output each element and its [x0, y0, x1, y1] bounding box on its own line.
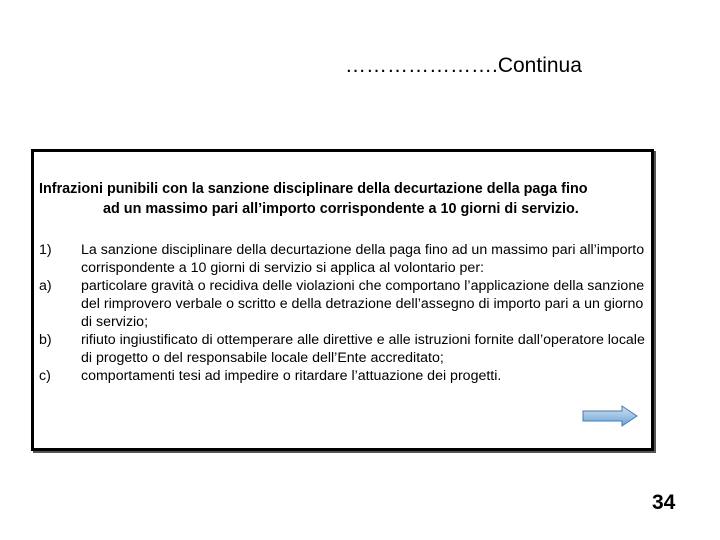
infractions-list	[39, 241, 654, 385]
list-text: rifiuto ingiustificato di ottemperare alle direttive e alle istruzioni fornite dall’operatore locale di progetto o del responsabile locale dell’Ente accreditato;	[81, 332, 645, 366]
list-text: La sanzione disciplinare della decurtazione della paga fino ad un massimo pari all’importo corrispondente a 10 giorni di servizio si applica al volontario per:	[81, 242, 645, 276]
list-item	[39, 331, 654, 367]
list-marker: 1)	[39, 242, 52, 258]
heading-line-1: Infrazioni punibili con la sanzione disciplinare della decurtazione della paga fino	[39, 181, 588, 197]
list-text: comportamenti tesi ad impedire o ritardare l’attuazione dei progetti.	[81, 368, 502, 384]
heading-line-2: ad un massimo pari all’importo corrispondente a 10 giorni di servizio.	[103, 201, 579, 217]
list-text: particolare gravità o recidiva delle violazioni che comportano l’applicazione della sanzione del rimprovero verbale o scritto e della detrazione dell’assegno di importo pari a un giorno di servizio;	[81, 278, 645, 330]
list-marker: a)	[39, 278, 52, 294]
list-marker: c)	[39, 368, 51, 384]
box-heading	[39, 179, 649, 219]
list-item	[39, 367, 654, 385]
page-number: 34	[652, 491, 676, 514]
list-item	[39, 277, 654, 331]
infractions-box	[31, 149, 654, 451]
continua-label: ………………….Continua	[345, 54, 582, 77]
list-item	[39, 241, 654, 277]
right-arrow-icon[interactable]	[582, 405, 638, 427]
list-marker: b)	[39, 332, 52, 348]
